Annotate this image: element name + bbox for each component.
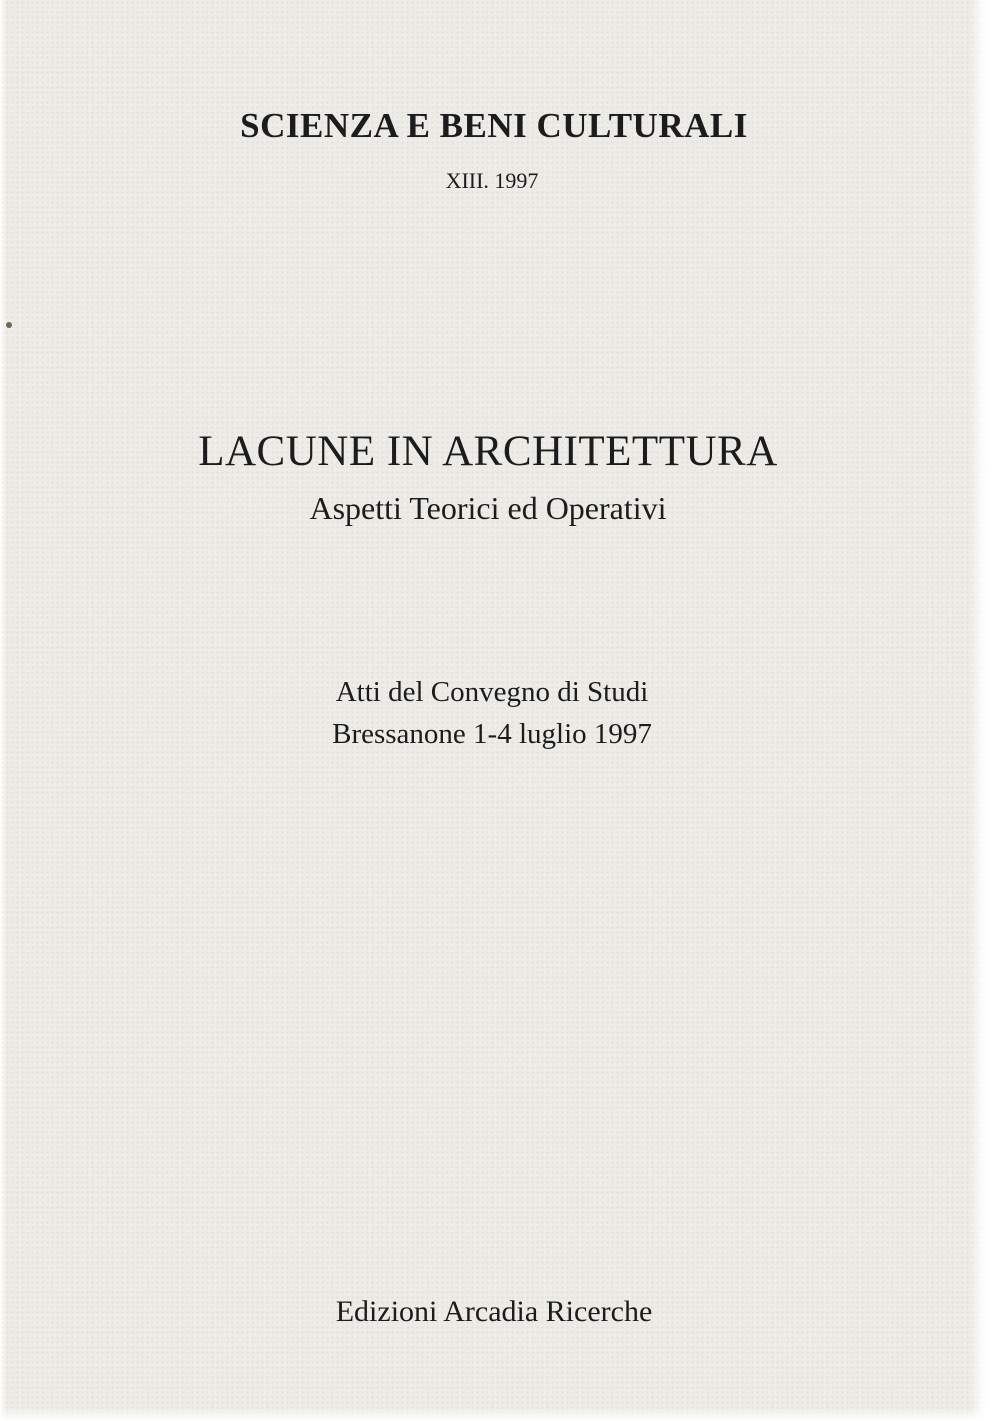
cover-bottom-edge xyxy=(0,1407,992,1421)
stain-mark xyxy=(6,322,12,328)
main-title: LACUNE IN ARCHITETTURA xyxy=(198,428,778,475)
cover-left-edge xyxy=(0,0,6,1421)
publisher: Edizioni Arcadia Ricerche xyxy=(335,1295,653,1328)
series-title: SCIENZA E BENI CULTURALI xyxy=(240,106,748,145)
series-volume: XIII. 1997 xyxy=(445,168,539,193)
place-date-line: Bressanone 1-4 luglio 1997 xyxy=(332,718,652,750)
proceedings-line: Atti del Convegno di Studi xyxy=(335,676,649,708)
cover-right-edge xyxy=(970,0,992,1421)
subtitle: Aspetti Teorici ed Operativi xyxy=(309,490,667,526)
